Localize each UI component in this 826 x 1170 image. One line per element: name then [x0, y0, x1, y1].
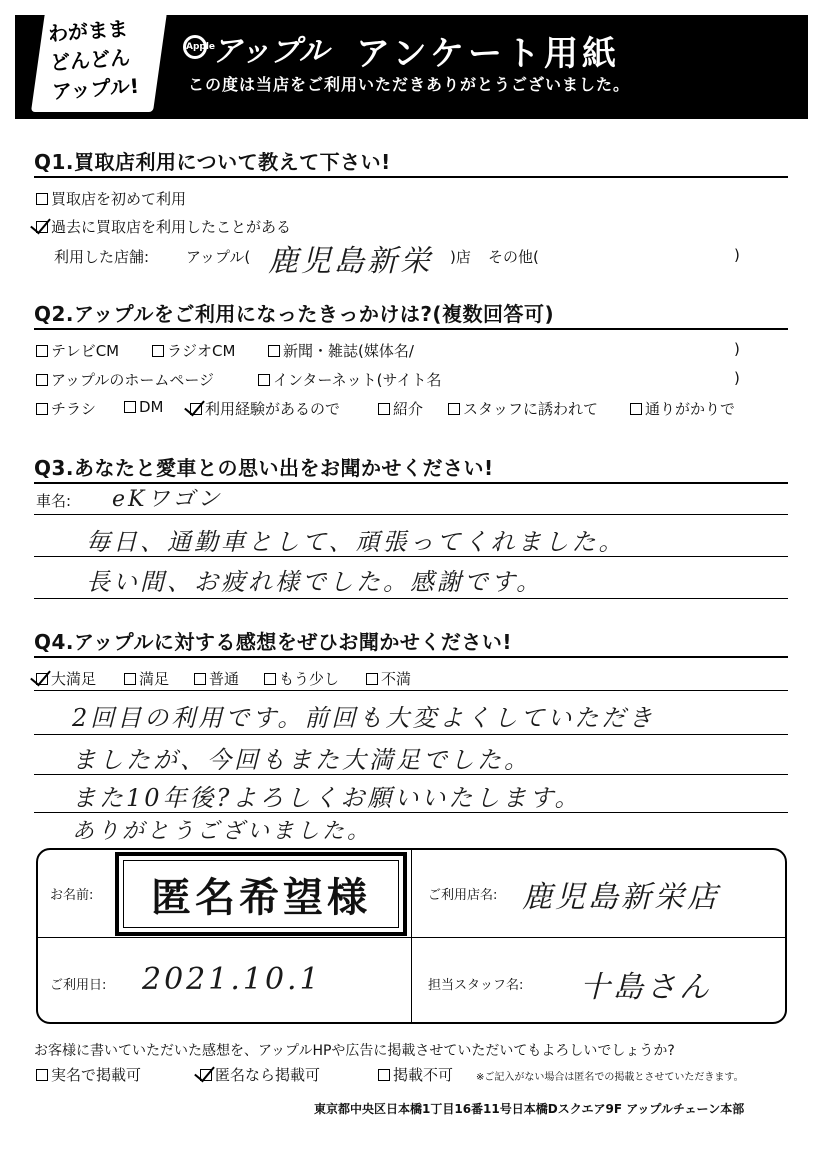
writing-line	[34, 690, 788, 691]
q1-option-first-time[interactable]: 買取店を初めて利用	[36, 188, 186, 209]
apple-store-label: アップル(	[186, 248, 251, 266]
checkbox[interactable]	[124, 401, 136, 413]
name-value: 匿名希望様	[123, 860, 399, 928]
q2-option-tv-cm[interactable]: テレビCM	[36, 340, 119, 361]
comment-line-2[interactable]: ましたが、今回もまた大満足でした。	[72, 746, 531, 774]
checkbox[interactable]	[378, 1069, 390, 1081]
date-value[interactable]: 2021.10.1	[142, 962, 322, 997]
q2-option-flyer[interactable]: チラシ	[36, 398, 96, 419]
checkbox[interactable]	[36, 403, 48, 415]
writing-line	[34, 812, 788, 813]
rating-neutral[interactable]: 普通	[194, 668, 239, 689]
rating-dissatisfied[interactable]: 不満	[366, 668, 411, 689]
checkbox[interactable]	[378, 403, 390, 415]
writing-line	[34, 556, 788, 557]
checkbox[interactable]	[36, 193, 48, 205]
thanks-message: この度は当店をご利用いただきありがとうございました。	[188, 75, 631, 94]
rating-very-satisfied[interactable]: 大満足	[36, 668, 96, 689]
staff-value[interactable]: 十島さん	[580, 970, 712, 1005]
q2-option-referral[interactable]: 紹介	[378, 398, 423, 419]
car-name-label: 車名:	[36, 492, 72, 510]
consent-refuse[interactable]: 掲載不可	[378, 1064, 453, 1085]
q2-option-passing-by[interactable]: 通りがかりで	[630, 398, 735, 419]
q3-heading: Q3.あなたと愛車との思い出をお聞かせください!	[34, 456, 494, 480]
store-used-label: 利用した店舗:	[54, 248, 150, 266]
other-store-close: )	[734, 246, 740, 264]
q2-row1-close: )	[734, 340, 740, 358]
staff-label: 担当スタッフ名:	[428, 978, 524, 993]
q2-heading: Q2.アップルをご利用になったきっかけは?(複数回答可)	[34, 302, 555, 326]
name-label: お名前:	[50, 888, 94, 903]
comment-line-1[interactable]: 2回目の利用です。前回も大変よくしていただき	[72, 704, 656, 732]
other-store-label: その他(	[488, 248, 539, 266]
date-label: ご利用日:	[50, 978, 107, 993]
writing-line	[34, 514, 788, 515]
q2-option-newspaper[interactable]: 新聞・雑誌(媒体名/	[268, 340, 414, 361]
writing-line	[34, 734, 788, 735]
checkbox[interactable]	[36, 374, 48, 386]
checkbox[interactable]	[194, 673, 206, 685]
checkbox[interactable]	[268, 345, 280, 357]
q2-option-internet[interactable]: インターネット(サイト名	[258, 369, 441, 390]
memory-line-1[interactable]: 毎日、通勤車として、頑張ってくれました。	[86, 528, 626, 556]
consent-anonymous[interactable]: 匿名なら掲載可	[200, 1064, 320, 1085]
store-label: ご利用店名:	[428, 888, 498, 903]
car-name-value[interactable]: eKワゴン	[112, 487, 223, 512]
consent-note: ※ご記入がない場合は匿名での掲載とさせていただきます。	[476, 1072, 744, 1083]
q1-heading: Q1.買取店利用について教えて下さい!	[34, 150, 391, 174]
table-divider-v	[411, 850, 412, 1022]
anonymous-stamp	[115, 852, 407, 936]
writing-line	[34, 774, 788, 775]
q2-option-homepage[interactable]: アップルのホームページ	[36, 369, 214, 390]
apple-logo-icon: Apple	[183, 35, 207, 59]
checkbox[interactable]	[36, 1069, 48, 1081]
checkbox[interactable]	[448, 403, 460, 415]
checkbox[interactable]	[366, 673, 378, 685]
comment-line-4[interactable]: ありがとうございました。	[72, 819, 373, 844]
writing-line	[34, 598, 788, 599]
checkbox-checked[interactable]	[200, 1069, 212, 1081]
form-title: アンケート用紙	[356, 34, 620, 74]
store-used-value[interactable]: 鹿児島新栄	[268, 244, 433, 279]
checkbox-checked[interactable]	[36, 221, 48, 233]
comment-line-3[interactable]: また10年後?よろしくお願いいたします。	[72, 784, 582, 812]
checkbox[interactable]	[152, 345, 164, 357]
q2-divider	[34, 328, 788, 330]
checkbox-checked[interactable]	[190, 403, 202, 415]
consent-question: お客様に書いていただいた感想を、アップルHPや広告に掲載させていただいてもよろしいでしょうか?	[34, 1043, 675, 1059]
q4-divider	[34, 656, 788, 658]
q2-row2-close: )	[734, 369, 740, 387]
checkbox[interactable]	[36, 345, 48, 357]
rating-satisfied[interactable]: 満足	[124, 668, 169, 689]
store-value[interactable]: 鹿児島新栄店	[522, 880, 720, 915]
checkbox[interactable]	[630, 403, 642, 415]
checkbox[interactable]	[258, 374, 270, 386]
q1-divider	[34, 176, 788, 178]
slogan-text: わがまま どんどん アップル!	[47, 16, 140, 104]
q4-heading: Q4.アップルに対する感想をぜひお聞かせください!	[34, 630, 512, 654]
consent-real-name[interactable]: 実名で掲載可	[36, 1064, 141, 1085]
q2-option-radio-cm[interactable]: ラジオCM	[152, 340, 235, 361]
q2-option-dm[interactable]: DM	[124, 398, 164, 416]
footer-address: 東京都中央区日本橋1丁目16番11号日本橋Dスクエア9F アップルチェーン本部	[314, 1102, 745, 1116]
checkbox-checked[interactable]	[36, 673, 48, 685]
checkbox[interactable]	[124, 673, 136, 685]
brand-name: アップル	[212, 34, 329, 69]
q1-option-used-before[interactable]: 過去に買取店を利用したことがある	[36, 216, 291, 237]
store-suffix: )店	[450, 248, 471, 266]
q2-option-experience[interactable]: 利用経験があるので	[190, 398, 340, 419]
q2-option-staff-invite[interactable]: スタッフに誘われて	[448, 398, 598, 419]
rating-could-improve[interactable]: もう少し	[264, 668, 339, 689]
memory-line-2[interactable]: 長い間、お疲れ様でした。感謝です。	[86, 568, 544, 596]
checkbox[interactable]	[264, 673, 276, 685]
